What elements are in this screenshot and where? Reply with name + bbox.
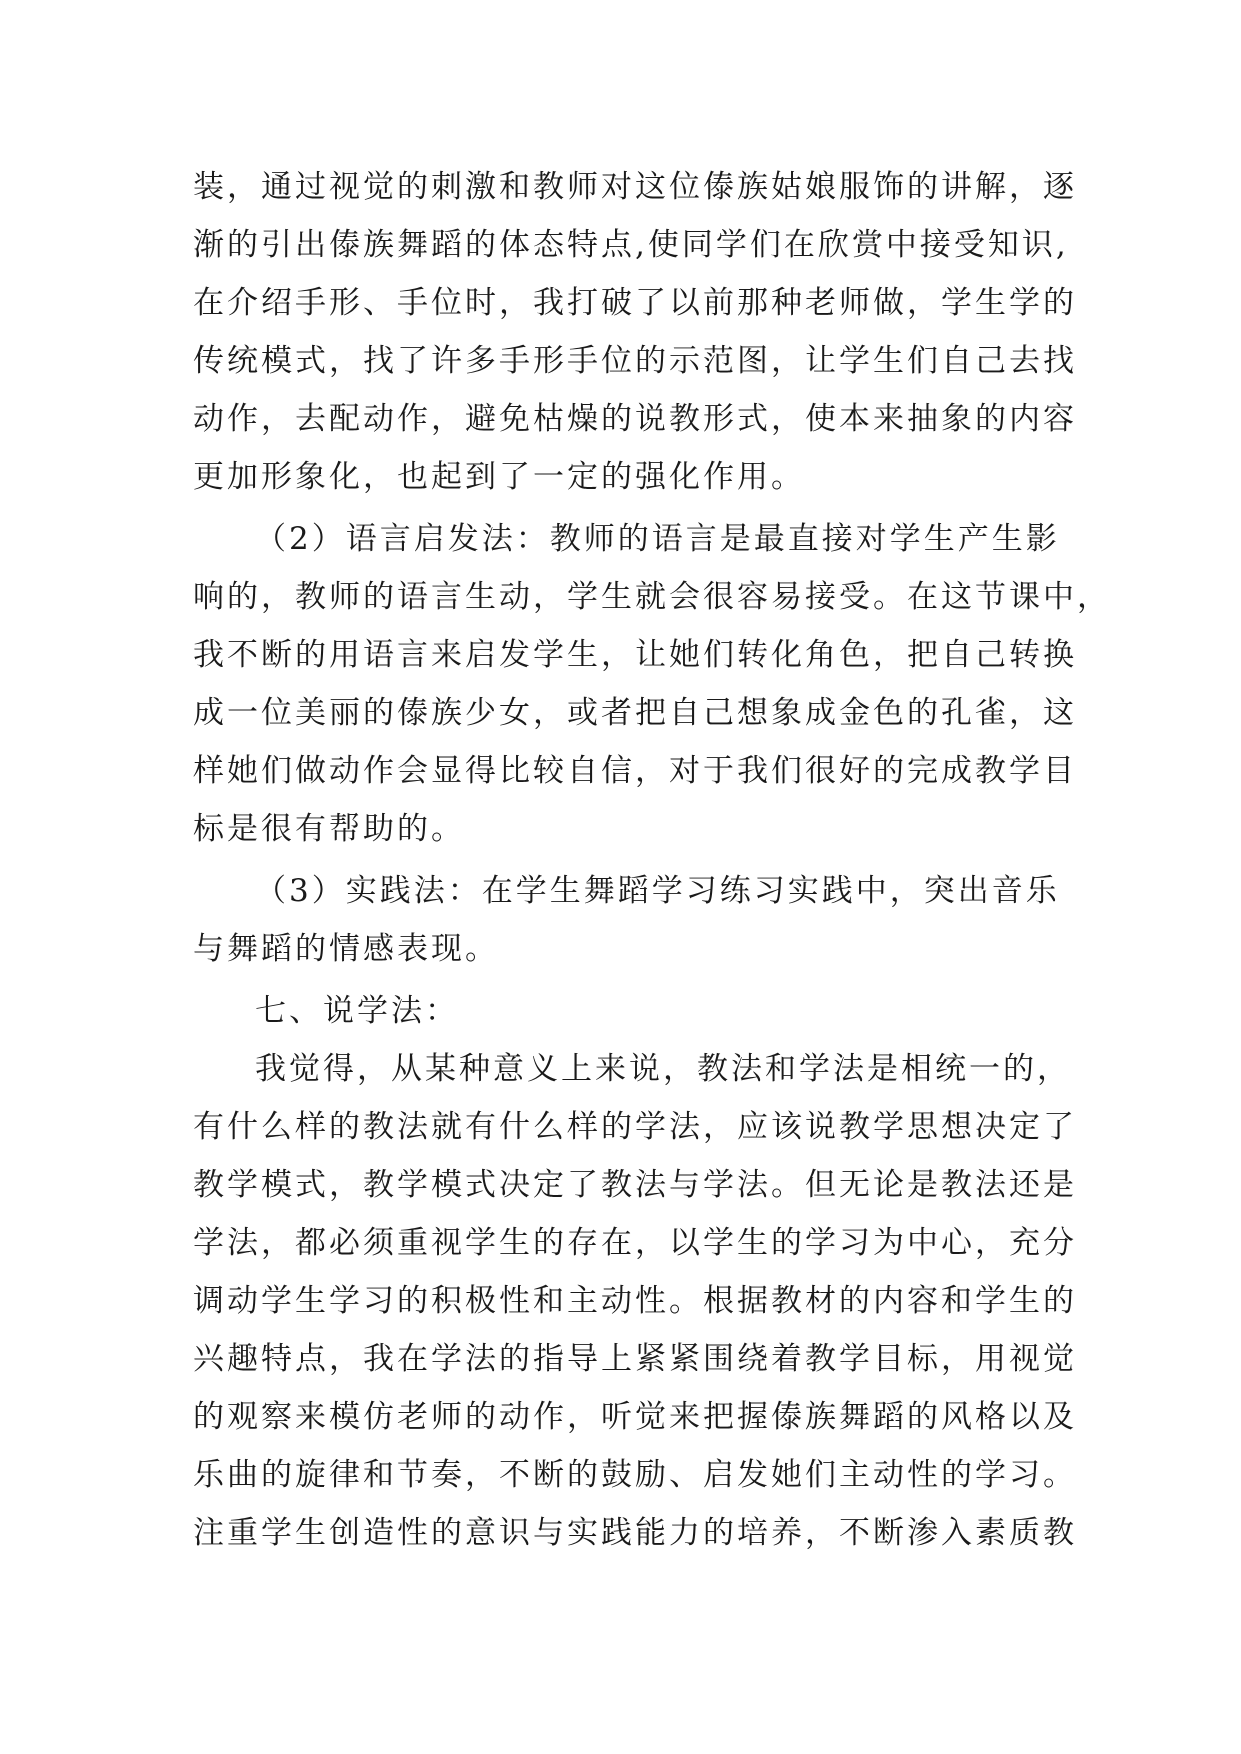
text-line: 调动学生学习的积极性和主动性。根据教材的内容和学生的 xyxy=(193,1283,1077,1319)
text-line: 兴趣特点，我在学法的指导上紧紧围绕着教学目标，用视觉 xyxy=(193,1341,1077,1377)
paragraph-heading-language-method: （2）语言启发法：教师的语言是最直接对学生产生影 xyxy=(255,521,1060,557)
text-line: 标是很有帮助的。 xyxy=(193,811,465,847)
text-line: 传统模式，找了许多手形手位的示范图，让学生们自己去找 xyxy=(193,343,1077,379)
text-line: 装，通过视觉的刺激和教师对这位傣族姑娘服饰的讲解，逐 xyxy=(193,169,1077,205)
text-line: 动作，去配动作，避免枯燥的说教形式，使本来抽象的内容 xyxy=(193,401,1077,437)
text-line: 我不断的用语言来启发学生，让她们转化角色，把自己转换 xyxy=(193,637,1077,673)
paragraph-first-line: 我觉得，从某种意义上来说，教法和学法是相统一的， xyxy=(255,1051,1071,1087)
text-line: 与舞蹈的情感表现。 xyxy=(193,931,499,967)
text-line: 注重学生创造性的意识与实践能力的培养，不断渗入素质教 xyxy=(193,1515,1077,1551)
section-heading: 七、说学法： xyxy=(255,993,459,1029)
text-line: 乐曲的旋律和节奏，不断的鼓励、启发她们主动性的学习。 xyxy=(193,1457,1077,1493)
text-line: 响的，教师的语言生动，学生就会很容易接受。在这节课中， xyxy=(193,579,1111,615)
paragraph-heading-practice-method: （3）实践法：在学生舞蹈学习练习实践中，突出音乐 xyxy=(255,873,1060,909)
text-line: 在介绍手形、手位时，我打破了以前那种老师做，学生学的 xyxy=(193,285,1077,321)
text-line: 成一位美丽的傣族少女，或者把自己想象成金色的孔雀，这 xyxy=(193,695,1077,731)
text-line: 样她们做动作会显得比较自信，对于我们很好的完成教学目 xyxy=(193,753,1077,789)
text-line: 更加形象化，也起到了一定的强化作用。 xyxy=(193,459,805,495)
text-line: 渐的引出傣族舞蹈的体态特点,使同学们在欣赏中接受知识, xyxy=(193,227,1069,263)
text-line: 学法，都必须重视学生的存在，以学生的学习为中心，充分 xyxy=(193,1225,1077,1261)
text-line: 的观察来模仿老师的动作，听觉来把握傣族舞蹈的风格以及 xyxy=(193,1399,1077,1435)
document-body xyxy=(193,158,1111,1562)
text-line: 教学模式，教学模式决定了教法与学法。但无论是教法还是 xyxy=(193,1167,1077,1203)
text-line: 有什么样的教法就有什么样的学法，应该说教学思想决定了 xyxy=(193,1109,1077,1145)
